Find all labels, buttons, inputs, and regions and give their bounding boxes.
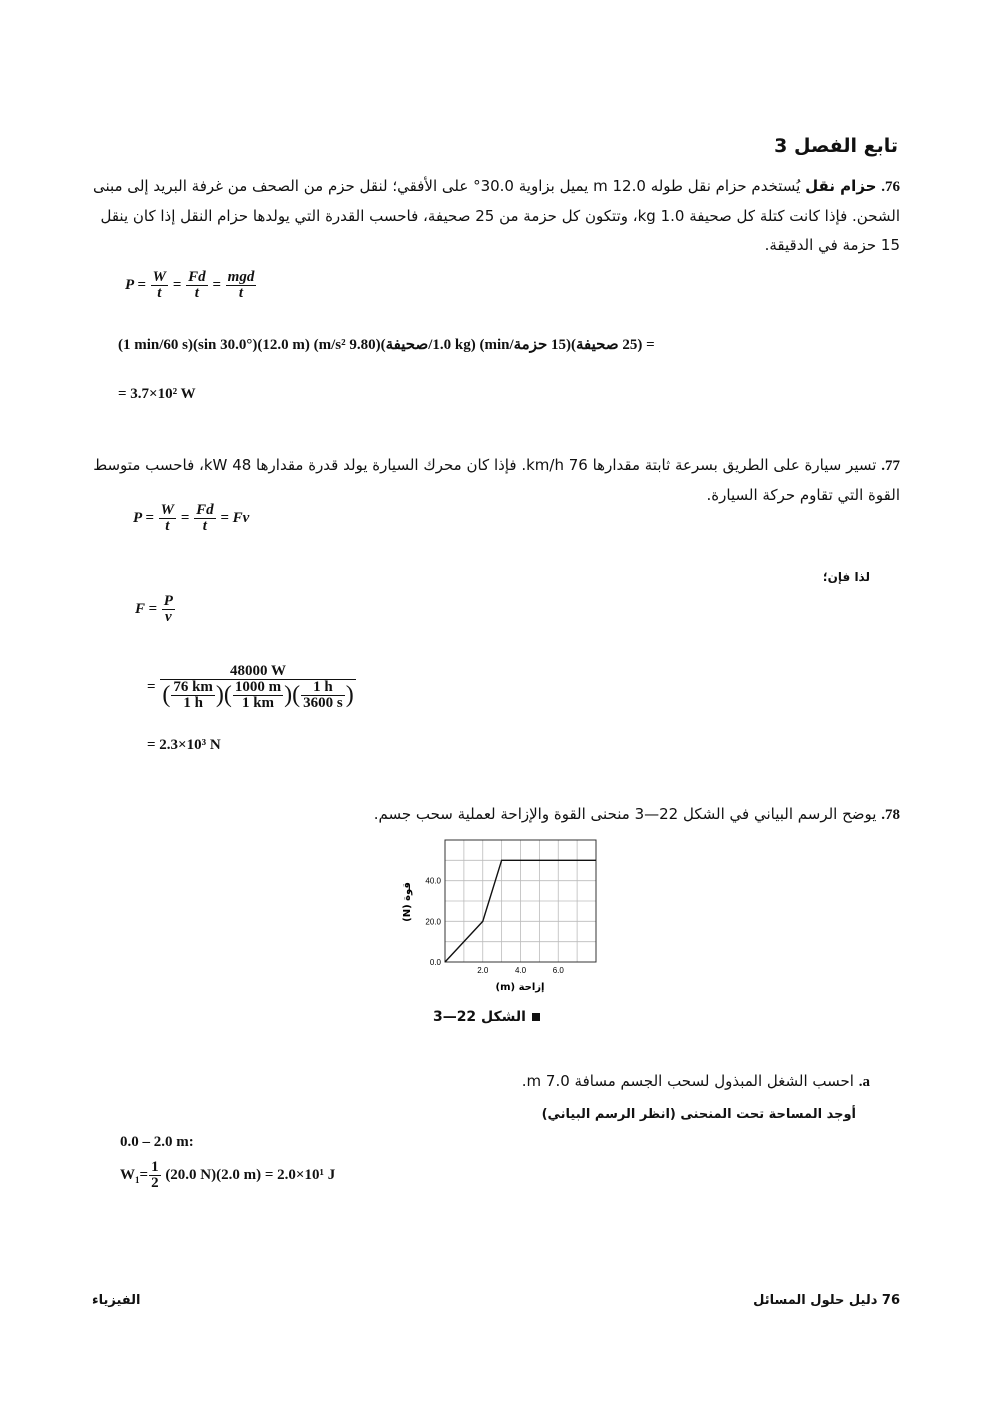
y-tick-label: 0.0 xyxy=(429,958,441,967)
y-tick-label: 20.0 xyxy=(425,917,441,927)
problem-78 xyxy=(374,800,900,830)
problem-text: يوضح الرسم البياني في الشكل 22—3 منحنى القوة والإزاحة لعملية سحب جسم. xyxy=(373,805,877,823)
x-tick-label: 6.0 xyxy=(552,966,564,975)
problem-number: 77. xyxy=(881,458,900,474)
p77-result: = 2.3×10³ N xyxy=(147,737,221,753)
part-a-hint: أوجد المساحة تحت المنحنى (انظر الرسم البياني) xyxy=(541,1107,856,1122)
problem-lead: حزام نقل xyxy=(805,177,877,195)
work-equation: $W_1=$ $\frac{1}{2}$ (20.0 N)(2.0 m) = 2.0×10¹ J xyxy=(120,1159,336,1191)
x-tick-label: 4.0 xyxy=(514,966,527,975)
chapter-title: تابع الفصل 3 xyxy=(774,135,898,157)
p77-equation-2: F = $\frac{P}{v}$ xyxy=(135,593,173,625)
p77-equation-1: P = $\frac{W}{t}$ = $\frac{Fd}{t}$ = Fv xyxy=(133,502,250,534)
footer-book-title: الفيزياء xyxy=(92,1293,141,1308)
figure-caption: الشكل 22—3 xyxy=(433,1003,540,1032)
footer-page-label: 76 دليل حلول المسائل xyxy=(753,1293,900,1308)
part-text: احسب الشغل المبذول لسحب الجسم مسافة 7.0 m. xyxy=(521,1072,854,1090)
force-displacement-chart xyxy=(390,830,620,1000)
problem-76 xyxy=(92,172,900,260)
problem-text: تسير سيارة على الطريق بسرعة ثابتة مقدارها 76 km/h. فإذا كان محرك السيارة يولد قدرة مقدارها 48 kW، فاحسب متوسط القوة التي تقاوم حركة السيارة. xyxy=(93,456,900,504)
p76-equation-1: P = $\frac{W}{t}$ = $\frac{Fd}{t}$ = $\frac{\text{mgd}}{t}$ xyxy=(125,269,255,301)
p76-result: = 3.7×10² W xyxy=(118,386,196,402)
x-axis-label: إزاحة (m) xyxy=(495,982,545,993)
x-tick-label: 2.0 xyxy=(477,966,489,975)
part-a xyxy=(522,1067,870,1097)
figure-bullet-icon xyxy=(532,1013,540,1021)
part-label: a. xyxy=(858,1074,870,1090)
y-tick-label: 40.0 xyxy=(425,876,441,886)
p77-equation-3: = 48000 W ( $\frac{76 km}{1 h}$ )( $\frac{1000 m}{1 km}$ )( $\frac{1 h}{3600 s}$ ) xyxy=(147,663,354,711)
p76-equation-2: = (25 صحيفة)(15 حزمة/min) (1.0 kg/صحيفة)(9.80 m/s²) (12.0 m)(sin 30.0°)(1 min/60 s) xyxy=(118,337,655,353)
chart-grid xyxy=(445,840,596,962)
problem-number: 76. xyxy=(881,179,900,195)
range-label: 0.0 – 2.0 m: xyxy=(120,1134,194,1150)
therefore-label: لذا فإن؛ xyxy=(822,570,870,584)
problem-number: 78. xyxy=(881,807,900,823)
problem-text: يُستخدم حزام نقل طوله 12.0 m يميل بزاوية 30.0° على الأفقي؛ لنقل حزم من الصحف من غرفة البريد إلى مبنى الشحن. فإذا كانت كتلة كل صحيفة 1.0 kg، وتتكون كل حزمة من 25 صحيفة، فاحسب القدرة التي يولدها حزام النقل إذا كان ينقل 15 حزمة في الدقيقة. xyxy=(92,177,900,254)
y-axis-label: قوة (N) xyxy=(402,882,413,922)
